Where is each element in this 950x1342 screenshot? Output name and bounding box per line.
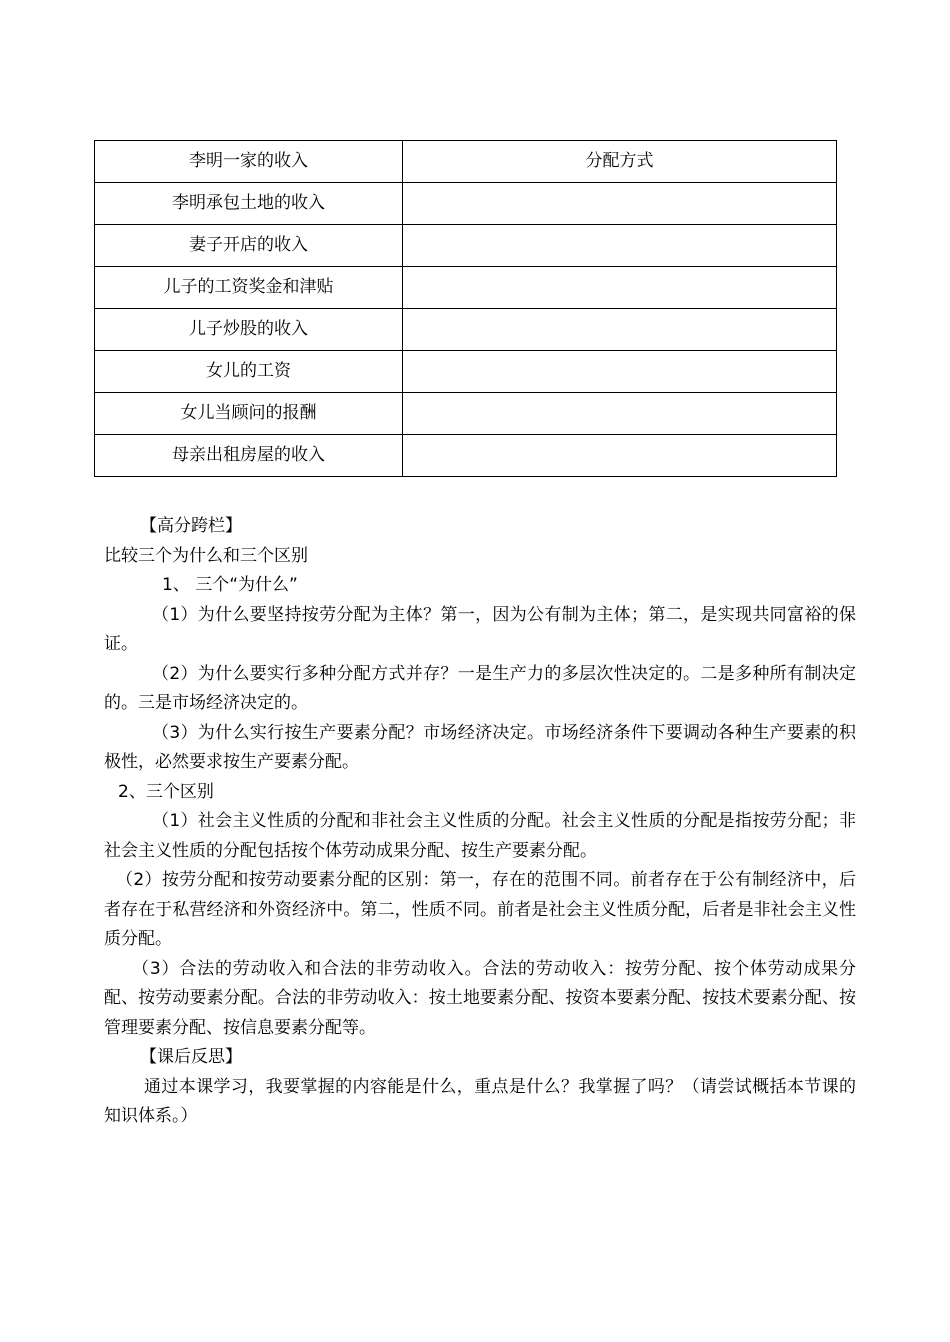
- table-row: [95, 309, 837, 351]
- table-row: [95, 393, 837, 435]
- why3-paragraph: （3）为什么实行按生产要素分配？市场经济决定。市场经济条件下要调动各种生产要素的积极性，必然要求按生产要素分配。: [104, 722, 856, 772]
- body-text: [104, 512, 856, 1132]
- distribution-cell: [403, 435, 837, 477]
- distribution-cell: [403, 183, 837, 225]
- income-cell: 儿子炒股的收入: [95, 309, 403, 351]
- table-row: [95, 351, 837, 393]
- income-cell: 妻子开店的收入: [95, 225, 403, 267]
- diff2-paragraph: （2）按劳分配和按劳动要素分配的区别：第一，存在的范围不同。前者存在于公有制经济中，后者存在于私营经济和外资经济中。第二，性质不同。前者是社会主义性质分配，后者是非社会主义性质分配。: [104, 870, 856, 949]
- diff1-paragraph: （1）社会主义性质的分配和非社会主义性质的分配。社会主义性质的分配是指按劳分配；非社会主义性质的分配包括按个体劳动成果分配、按生产要素分配。: [104, 811, 856, 861]
- income-table: [94, 140, 837, 477]
- part1-title: 1、 三个“为什么”: [162, 575, 298, 595]
- table-row: [95, 267, 837, 309]
- section-heading-high-score: 【高分跨栏】: [140, 516, 242, 536]
- section-heading-reflection: 【课后反思】: [140, 1047, 242, 1067]
- income-cell: 女儿的工资: [95, 351, 403, 393]
- header-income: 李明一家的收入: [95, 141, 403, 183]
- distribution-cell: [403, 267, 837, 309]
- table-header-row: [95, 141, 837, 183]
- income-cell: 母亲出租房屋的收入: [95, 435, 403, 477]
- why2-paragraph: （2）为什么要实行多种分配方式并存？一是生产力的多层次性决定的。二是多种所有制决定的。三是市场经济决定的。: [104, 663, 856, 713]
- section-subtitle: 比较三个为什么和三个区别: [104, 545, 308, 566]
- diff3-paragraph: （3）合法的劳动收入和合法的非劳动收入。合法的劳动收入：按劳分配、按个体劳动成果分配、按劳动要素分配。合法的非劳动收入：按土地要素分配、按资本要素分配、按技术要素分配、按管理要素分配、按信息要素分配等。: [104, 958, 856, 1038]
- part2-title: 2、三个区别: [118, 781, 214, 802]
- distribution-cell: [403, 393, 837, 435]
- header-distribution: 分配方式: [403, 141, 837, 183]
- income-cell: 女儿当顾问的报酬: [95, 393, 403, 435]
- table-row: [95, 183, 837, 225]
- distribution-cell: [403, 351, 837, 393]
- table-row: [95, 225, 837, 267]
- income-cell: 儿子的工资奖金和津贴: [95, 267, 403, 309]
- income-cell: 李明承包土地的收入: [95, 183, 403, 225]
- distribution-cell: [403, 225, 837, 267]
- why1-paragraph: （1）为什么要坚持按劳分配为主体？第一，因为公有制为主体；第二，是实现共同富裕的保证。: [104, 604, 856, 654]
- reflection-paragraph: 通过本课学习，我要掌握的内容能是什么，重点是什么？我掌握了吗？（请尝试概括本节课的知识体系。）: [104, 1076, 856, 1126]
- distribution-cell: [403, 309, 837, 351]
- table-row: [95, 435, 837, 477]
